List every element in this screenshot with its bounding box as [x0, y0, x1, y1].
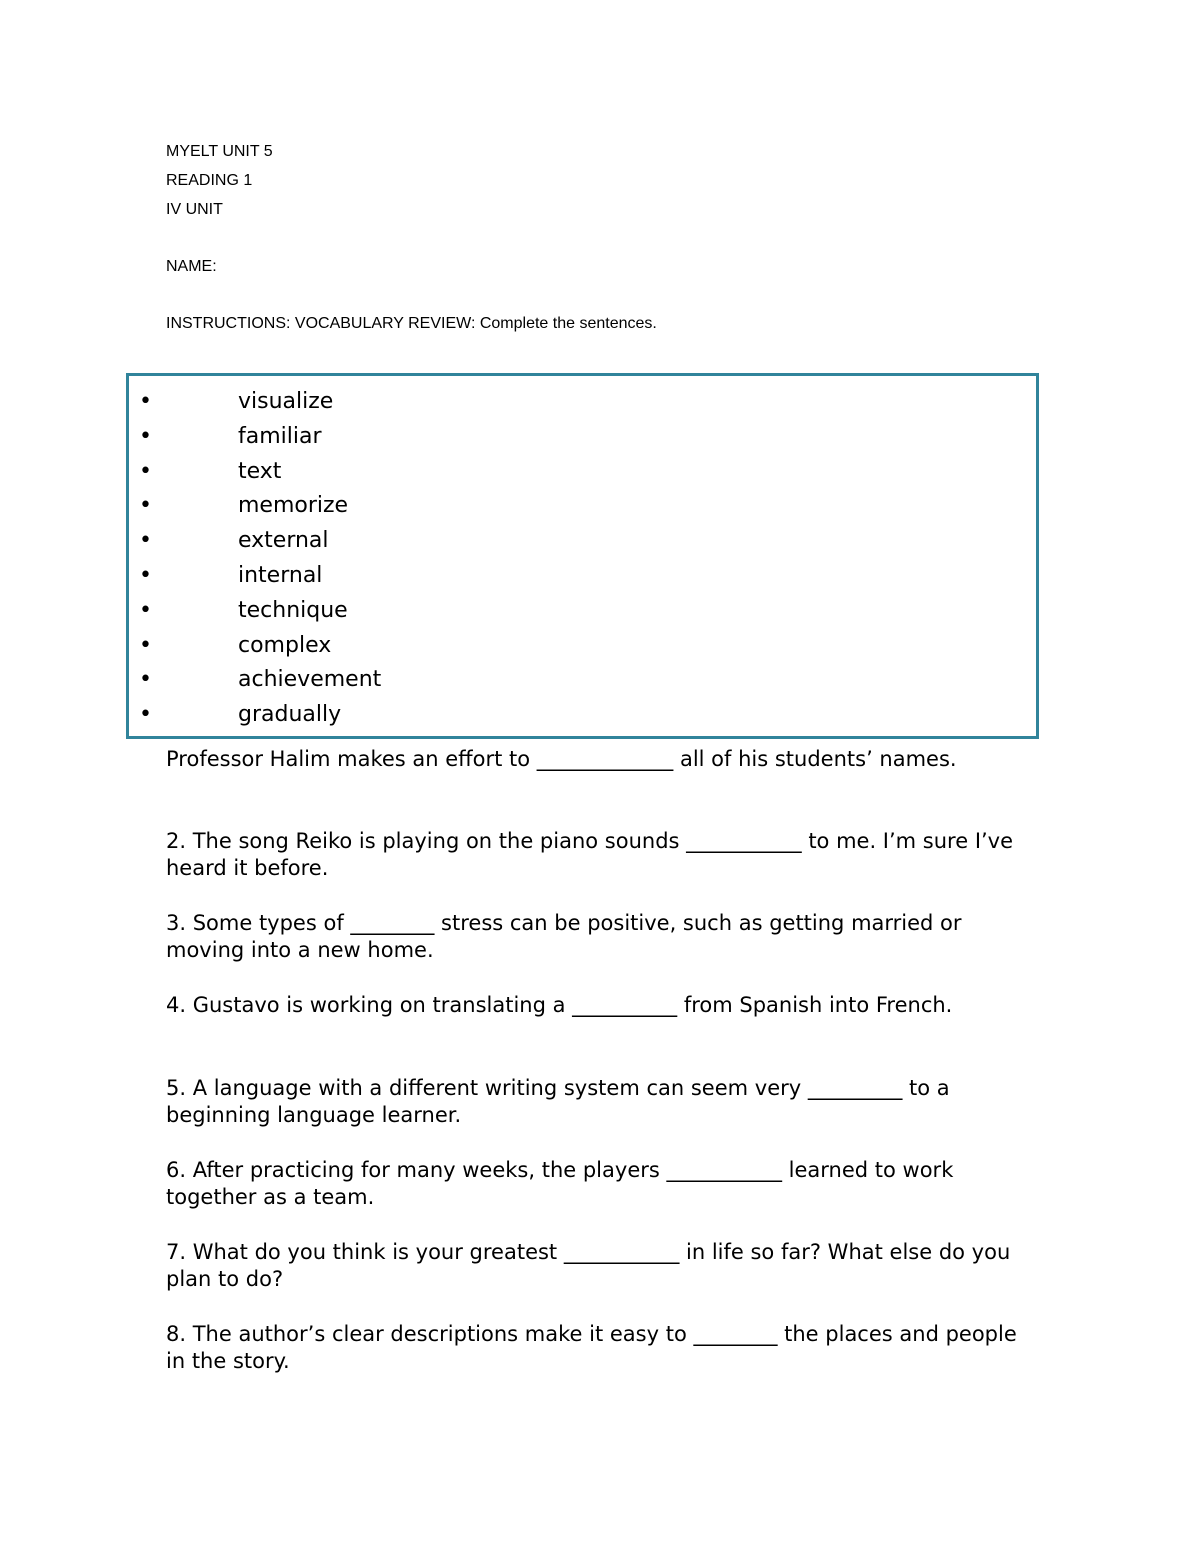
- vocab-word: gradually: [238, 702, 342, 728]
- unit-title: MYELT UNIT 5: [166, 143, 273, 160]
- bullet-icon: •: [139, 597, 152, 623]
- bullet-icon: •: [139, 702, 152, 728]
- vocabulary-box: [126, 373, 1039, 739]
- vocab-word: external: [238, 528, 329, 554]
- name-label: NAME:: [166, 258, 217, 275]
- vocab-word: internal: [238, 562, 323, 588]
- sentence-8: 8. The author’s clear descriptions make it easy to ________ the places and people in the story.: [166, 1322, 1017, 1373]
- bullet-icon: •: [139, 562, 152, 588]
- bullet-icon: •: [139, 423, 152, 449]
- sentence-2: 2. The song Reiko is playing on the piano sounds ___________ to me. I’m sure I’ve heard it before.: [166, 829, 1014, 880]
- reading-title: READING 1: [166, 172, 253, 189]
- sentence-7: 7. What do you think is your greatest ___________ in life so far? What else do you plan to do?: [166, 1240, 1011, 1291]
- sentence-4: 4. Gustavo is working on translating a __________ from Spanish into French.: [166, 993, 953, 1017]
- vocab-word: achievement: [238, 667, 382, 693]
- vocab-word: visualize: [238, 389, 334, 414]
- bullet-icon: •: [139, 632, 152, 658]
- vocab-word: familiar: [238, 423, 322, 449]
- vocab-word: memorize: [238, 493, 349, 519]
- vocab-word: complex: [238, 632, 332, 658]
- bullet-icon: •: [139, 667, 152, 693]
- sentence-5: 5. A language with a different writing system can seem very _________ to a beginning language learner.: [166, 1076, 950, 1127]
- sentence-6: 6. After practicing for many weeks, the players ___________ learned to work together as a team.: [166, 1158, 954, 1209]
- vocab-word: text: [238, 458, 282, 484]
- bullet-icon: •: [139, 389, 152, 414]
- instructions: INSTRUCTIONS: VOCABULARY REVIEW: Complete the sentences.: [166, 315, 657, 332]
- bullet-icon: •: [139, 528, 152, 554]
- bullet-icon: •: [139, 493, 152, 519]
- sentence-3: 3. Some types of ________ stress can be positive, such as getting married or moving into a new home.: [166, 911, 962, 962]
- iv-unit-title: IV UNIT: [166, 201, 223, 218]
- bullet-icon: •: [139, 458, 152, 484]
- sentence-1: Professor Halim makes an effort to _____________ all of his students’ names.: [166, 747, 957, 771]
- vocab-word: technique: [238, 597, 348, 623]
